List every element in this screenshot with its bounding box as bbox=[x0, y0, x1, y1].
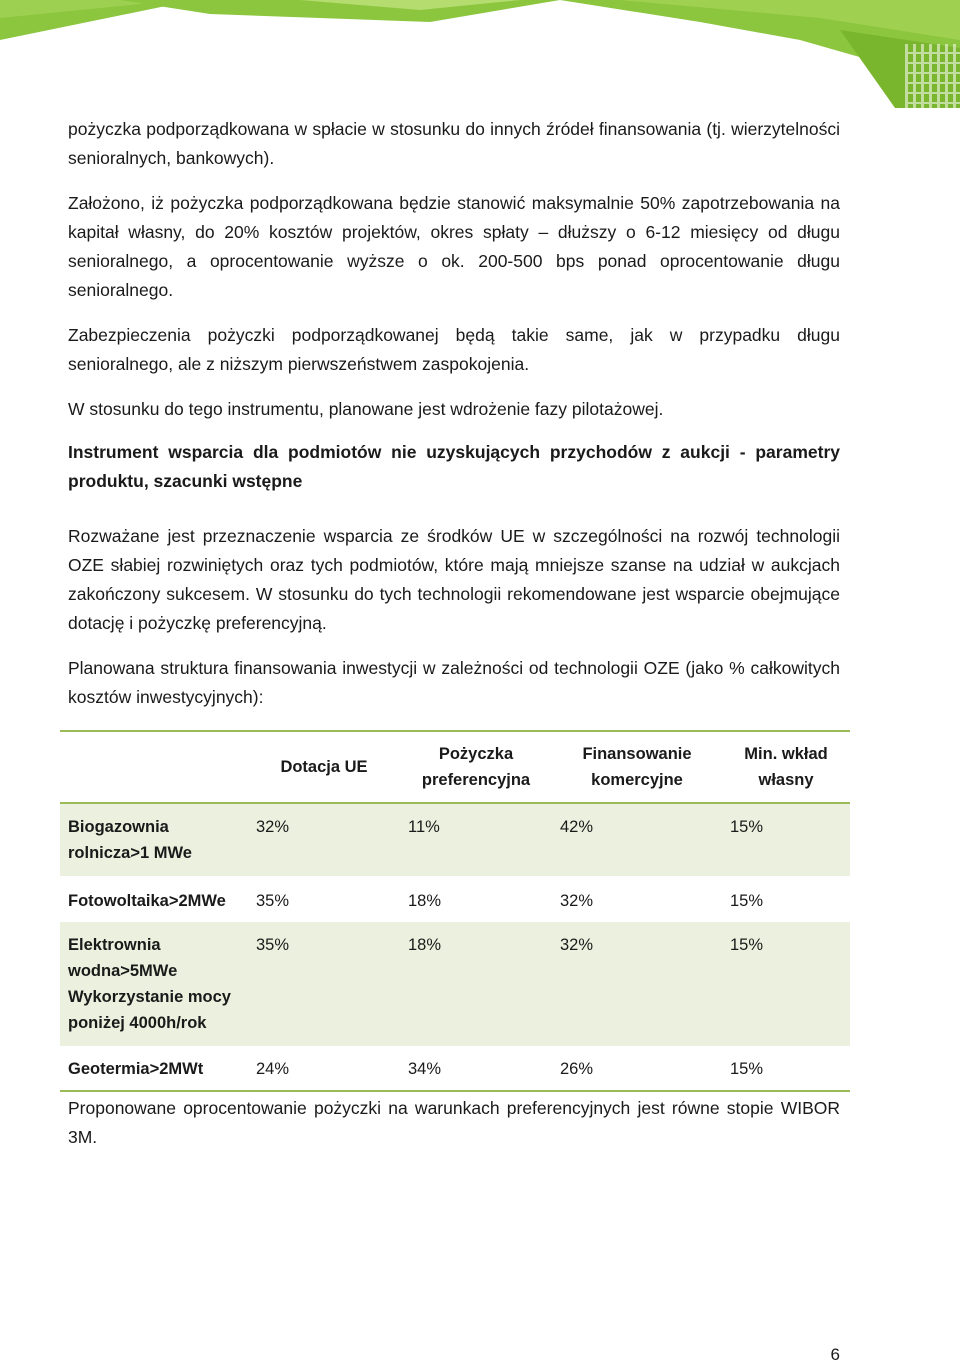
row-technology: Geotermia>2MWt bbox=[60, 1046, 248, 1091]
cell-own-contribution: 15% bbox=[722, 803, 850, 876]
paragraph-collateral: Zabezpieczenia pożyczki podporządkowanej będą takie same, jak w przypadku długu senioralnego, ale z niższym pierwszeństwem zaspokojenia. bbox=[68, 325, 840, 374]
table-row bbox=[60, 803, 850, 876]
table-header-own-contribution: Min. wkład własny bbox=[722, 731, 850, 803]
table-header-eu-grant: Dotacja UE bbox=[248, 731, 400, 803]
table-header-commercial-financing: Finansowanie komercyjne bbox=[552, 731, 722, 803]
cell-own-contribution: 15% bbox=[722, 1046, 850, 1091]
table-row bbox=[60, 1046, 850, 1091]
cell-preferential-loan: 18% bbox=[400, 922, 552, 1046]
row-technology: Fotowoltaika>2MWe bbox=[68, 892, 226, 910]
cell-eu-grant: 32% bbox=[248, 803, 400, 876]
cell-preferential-loan: 18% bbox=[408, 892, 442, 910]
header-banner-graphic bbox=[0, 0, 960, 108]
cell-own-contribution: 15% bbox=[722, 922, 850, 1046]
table-header-technology bbox=[60, 731, 248, 803]
cell-eu-grant: 35% bbox=[256, 892, 290, 910]
paragraph-assumptions: Założono, iż pożyczka podporządkowana będzie stanowić maksymalnie 50% zapotrzebowania na kapitał własny, do 20% kosztów projektów, okres spłaty – dłuższy o 6-12 miesięcy od długu senioralnego, a oprocentowanie wyższe o ok. 200-500 bps ponad oprocentowanie długu senioralnego. bbox=[68, 193, 840, 300]
paragraph-pilot-phase: W stosunku do tego instrumentu, planowane jest wdrożenie fazy pilotażowej. bbox=[68, 399, 664, 419]
cell-preferential-loan: 34% bbox=[400, 1046, 552, 1091]
cell-eu-grant: 24% bbox=[248, 1046, 400, 1091]
page-number: 6 bbox=[830, 1345, 840, 1364]
cell-commercial-financing: 26% bbox=[552, 1046, 722, 1091]
financing-structure-table bbox=[60, 730, 850, 1092]
paragraph-subordinated-loan: pożyczka podporządkowana w spłacie w stosunku do innych źródeł finansowania (tj. wierzytelności senioralnych, bankowych). bbox=[68, 119, 840, 168]
cell-own-contribution: 15% bbox=[730, 892, 764, 910]
cell-commercial-financing: 42% bbox=[552, 803, 722, 876]
cell-commercial-financing: 32% bbox=[560, 892, 594, 910]
paragraph-interest-rate: Proponowane oprocentowanie pożyczki na warunkach preferencyjnych jest równe stopie WIBOR 3M. bbox=[68, 1098, 840, 1147]
row-technology: Elektrownia wodna>5MWe Wykorzystanie mocy poniżej 4000h/rok bbox=[60, 922, 248, 1046]
document-body bbox=[68, 115, 840, 1152]
table-header-preferential-loan: Pożyczka preferencyjna bbox=[400, 731, 552, 803]
table-header-row bbox=[60, 731, 850, 803]
section-heading: Instrument wsparcia dla podmiotów nie uzyskujących przychodów z aukcji - parametry produktu, szacunki wstępne bbox=[68, 442, 840, 491]
cell-preferential-loan: 11% bbox=[400, 803, 552, 876]
cell-commercial-financing: 32% bbox=[552, 922, 722, 1046]
table-row bbox=[60, 922, 850, 1046]
cell-eu-grant: 35% bbox=[248, 922, 400, 1046]
paragraph-eu-support: Rozważane jest przeznaczenie wsparcia ze środków UE w szczególności na rozwój technologii OZE słabiej rozwiniętych oraz tych podmiotów, które mają mniejsze szanse na udział w aukcjach zakończony sukcesem. W stosunku do tych technologii rekomendowane jest wsparcie obejmujące dotację i pożyczkę preferencyjną. bbox=[68, 526, 840, 633]
paragraph-financing-structure: Planowana struktura finansowania inwestycji w zależności od technologii OZE (jako % całkowitych kosztów inwestycyjnych): bbox=[68, 658, 840, 707]
table-row bbox=[60, 876, 850, 922]
row-technology: Biogazownia rolnicza>1 MWe bbox=[60, 803, 248, 876]
